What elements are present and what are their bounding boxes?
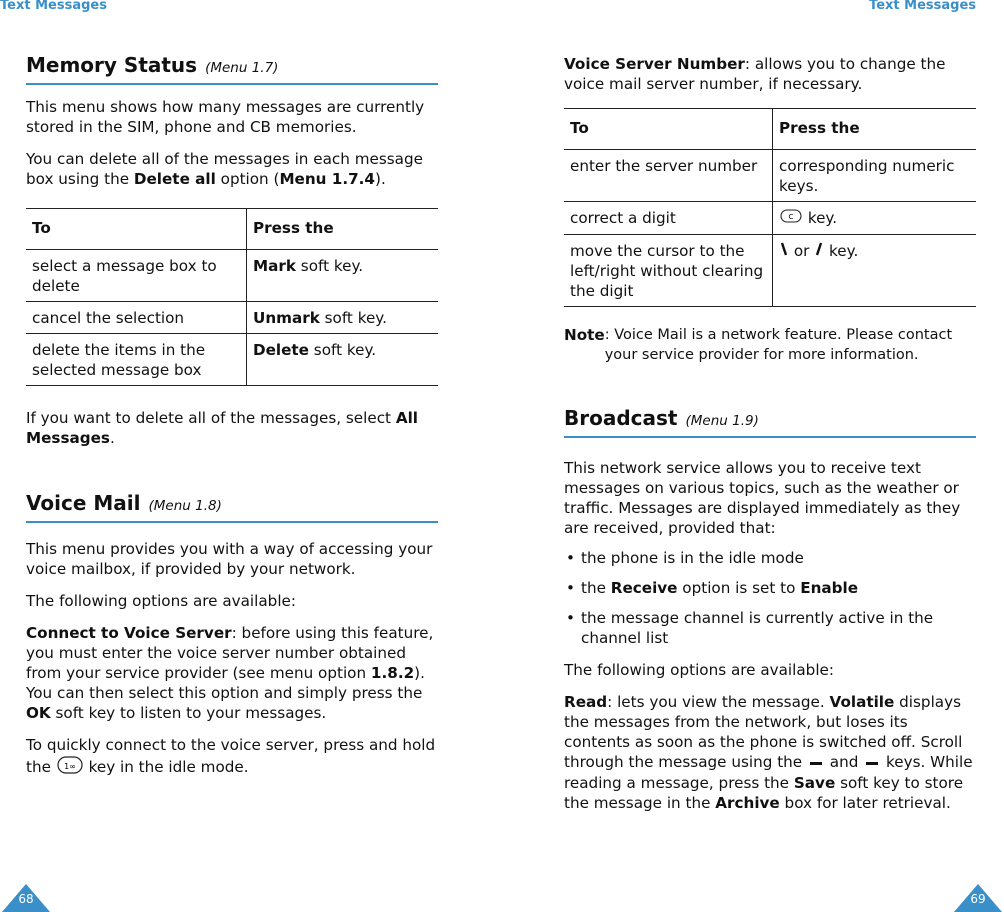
text-run: option is set to [677, 579, 801, 597]
text-run: : before using this feature, you must enter the voice server number obtained from your service provider (see menu option [26, 624, 434, 682]
text-run: keys. While reading a message, press the [564, 753, 973, 792]
voice-mail-menu-ref: (Menu 1.8) [148, 498, 222, 514]
text-run: key in the idle mode. [83, 758, 249, 776]
broadcast-intro: This network service allows you to receive text messages on various topics, such as the weather or traffic. Messages are displayed immediately as they are received, provided that: [564, 459, 961, 537]
text-run: If you want to delete all of the messages, select [26, 409, 396, 427]
table-row [26, 302, 438, 334]
text-run: To quickly connect to the voice server, press and hold the [26, 736, 436, 776]
table-header-press: Press the [247, 209, 439, 250]
table-cell-press [247, 302, 439, 334]
down-key-icon [863, 753, 881, 773]
page-number-left [2, 884, 50, 912]
voice-mail-note [564, 325, 976, 365]
list-item: • the phone is in the idle mode [564, 548, 976, 568]
left-page [26, 0, 438, 780]
text-run-bold: Read [564, 693, 608, 711]
svg-text:1∞: 1∞ [63, 762, 76, 771]
text-run-bold: Receive [610, 579, 678, 597]
voice-mail-intro: This menu provides you with a way of accessing your voice mailbox, if provided by your network. [26, 540, 433, 578]
voice-server-number-para [564, 54, 976, 94]
text-run-bold: Volatile [829, 693, 895, 711]
text-run: box for later retrieval. [779, 793, 951, 812]
text-run: option ( [215, 170, 280, 188]
text-run-bold: OK [26, 704, 51, 722]
text-run: : allows you to change the voice mail server number, if necessary. [564, 55, 946, 93]
table-header-row [564, 109, 976, 150]
table-cell-to: cancel the selection [26, 302, 247, 334]
text-run-bold: Voice Server Number [564, 55, 745, 73]
connect-voice-server-para [26, 623, 438, 723]
text-run: soft key to listen to your messages. [50, 704, 327, 722]
key-suffix: soft key. [295, 257, 364, 275]
table-cell-to: delete the items in the selected message box [26, 334, 247, 386]
table-cell-to: move the cursor to the left/right without clearing the digit [564, 235, 773, 307]
memory-status-delete-all-para [26, 149, 438, 189]
table-cell-press: corresponding numeric keys. [773, 150, 977, 202]
table-row [26, 250, 438, 302]
key-name: Unmark [253, 309, 320, 327]
voice-mail-title: Voice Mail [26, 491, 141, 515]
list-item: • the message channel is currently active in the channel list [564, 608, 976, 648]
text-run-bold: All Messages [26, 409, 419, 447]
table-cell-to: correct a digit [564, 202, 773, 235]
broadcast-menu-ref: (Menu 1.9) [685, 413, 759, 429]
table-cell-to: select a message box to delete [26, 250, 247, 302]
svg-text:C: C [788, 213, 794, 221]
running-header-left: Text Messages [0, 0, 107, 13]
table-header-to: To [564, 109, 773, 150]
table-cell-press [773, 235, 977, 307]
text-run: ). [375, 170, 386, 188]
text-run-bold: Enable [800, 579, 859, 597]
page-number-right-text: 69 [970, 892, 986, 906]
text-run: . [109, 429, 115, 447]
text-run: and [824, 753, 864, 771]
table-row [564, 235, 976, 307]
table-cell-press [247, 250, 439, 302]
up-key-icon [807, 753, 825, 773]
text-run: displays the messages from the network, but loses its contents as soon as the phone is switched off. Scroll through the message using the [564, 693, 963, 771]
text-run: : lets you view the message. [607, 693, 830, 711]
table-row [26, 334, 438, 386]
delete-all-messages-para [26, 408, 438, 448]
text-run: or [789, 242, 815, 260]
text-run-bold: Connect to Voice Server [26, 624, 232, 642]
memory-status-menu-ref: (Menu 1.7) [205, 60, 279, 76]
quick-connect-para [26, 735, 438, 780]
table-cell-press [247, 334, 439, 386]
table-cell-to: enter the server number [564, 150, 773, 202]
text-run: the [581, 579, 611, 597]
memory-status-title: Memory Status [26, 53, 198, 77]
voicemail-key-icon [56, 755, 84, 780]
table-row [564, 150, 976, 202]
text-run: You can delete all of the messages in each message box using the [26, 150, 423, 188]
note-text: : Voice Mail is a network feature. Please contact your service provider for more information. [604, 327, 953, 363]
voice-mail-heading [26, 490, 438, 523]
text-run-bold: Save [793, 773, 836, 792]
right-key-icon [814, 241, 824, 262]
table-header-to: To [26, 209, 247, 250]
table-cell-press [773, 202, 977, 235]
text-run-bold: Delete all [133, 170, 216, 188]
running-header-right: Text Messages [869, 0, 976, 13]
read-option-para [564, 692, 976, 813]
memory-status-intro: This menu shows how many messages are currently stored in the SIM, phone and CB memories. [26, 98, 425, 136]
text-run: ). You can then select this option and simply press the [26, 664, 425, 702]
list-item [564, 578, 976, 598]
broadcast-heading [564, 405, 976, 438]
left-key-icon [779, 241, 789, 262]
voice-mail-options-intro: The following options are available: [26, 592, 297, 610]
page-number-right [954, 884, 1002, 912]
page-number-left-text: 68 [18, 892, 34, 906]
table-header-press: Press the [773, 109, 977, 150]
key-name: Delete [253, 341, 309, 359]
text-run-bold: Archive [715, 793, 780, 812]
key-name: Mark [253, 257, 296, 275]
clear-key-icon [779, 208, 803, 229]
key-suffix: soft key. [308, 341, 377, 359]
right-page [564, 0, 976, 813]
voice-server-table [564, 108, 976, 307]
key-suffix: key. [824, 242, 859, 260]
key-suffix: soft key. [319, 309, 387, 327]
text-run-bold: 1.8.2 [370, 664, 415, 682]
text-run-bold: Menu 1.7.4 [279, 170, 376, 188]
table-row [564, 202, 976, 235]
key-suffix: key. [803, 209, 838, 227]
memory-status-table [26, 208, 438, 386]
table-header-row [26, 209, 438, 250]
text-run: soft key to store the message in the [564, 773, 964, 812]
broadcast-options-intro: The following options are available: [564, 661, 835, 679]
note-label: Note [564, 326, 605, 344]
broadcast-title: Broadcast [564, 406, 678, 430]
memory-status-heading [26, 52, 438, 85]
